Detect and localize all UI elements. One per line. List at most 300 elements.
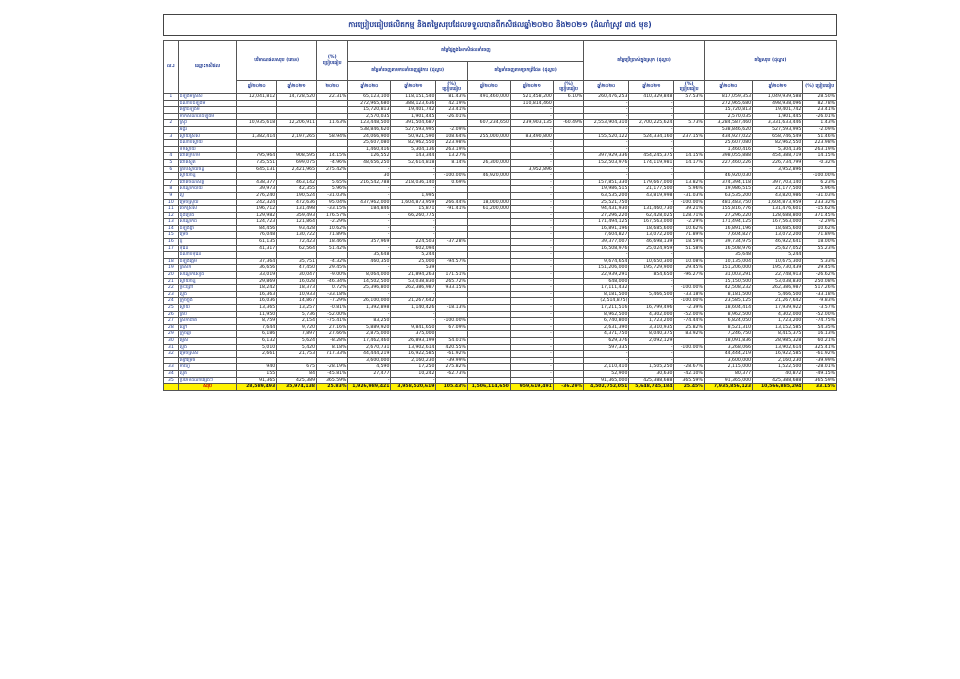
row-number: 1 (164, 94, 179, 101)
table-row (164, 192, 837, 199)
table-cell (553, 159, 583, 166)
table-cell: 128,688,800 (753, 212, 803, 219)
table-cell: 21,267,642 (753, 298, 803, 305)
table-cell: - (629, 357, 674, 364)
table-cell: 1,460,416 (704, 146, 752, 153)
table-cell: 2,875,000 (348, 331, 391, 338)
table-cell: 82,962,550 (753, 140, 803, 147)
table-cell: 5,736 (277, 311, 317, 318)
table-cell: 11,950 (237, 311, 277, 318)
table-cell: 51.46% (803, 133, 837, 140)
table-cell (467, 232, 510, 239)
table-row (164, 305, 837, 312)
table-cell: 91,365,000 (704, 377, 752, 384)
table-cell: 5,420 (277, 344, 317, 351)
table-cell (317, 252, 348, 259)
table-row (164, 239, 837, 246)
table-cell: -0.32% (803, 159, 837, 166)
table-cell: 262,386,987 (391, 285, 436, 292)
table-cell: - (348, 219, 391, 226)
table-cell: 3,310,935 (629, 324, 674, 331)
table-cell: 2,092,129 (629, 337, 674, 344)
table-cell: 46,922,641 (753, 239, 803, 246)
product-name: ម្រេច (178, 232, 237, 239)
table-cell: 155,816,776 (704, 206, 752, 213)
table-cell: - (510, 265, 553, 272)
table-row (164, 377, 837, 384)
table-cell: 171.51% (436, 272, 467, 279)
table-cell: 9,720 (277, 324, 317, 331)
table-cell: 83,490,800 (510, 133, 553, 140)
table-cell: - (348, 166, 391, 173)
table-cell: 13,257 (277, 305, 317, 312)
product-name: ដំណាប់ទុរេន (178, 252, 237, 259)
product-name: ម្រះព្រៅ (178, 285, 237, 292)
table-cell: 9,841,650 (391, 324, 436, 331)
table-cell (553, 351, 583, 358)
table-cell (277, 357, 317, 364)
table-cell (237, 357, 277, 364)
table-cell (467, 331, 510, 338)
table-cell: 21,267,642 (391, 298, 436, 305)
table-cell (467, 100, 510, 107)
table-cell: 16,922,585 (753, 351, 803, 358)
table-cell (467, 252, 510, 259)
row-number: 19 (164, 265, 179, 272)
table-cell: 14.15% (803, 153, 837, 160)
table-cell (436, 192, 467, 199)
table-cell: 51.58% (674, 245, 704, 252)
table-cell (237, 126, 277, 133)
table-cell: 76,048 (237, 232, 277, 239)
table-cell: 21,177,500 (753, 186, 803, 193)
table-cell: 16,922,585 (391, 351, 436, 358)
table-cell: -36.29% (553, 384, 583, 391)
product-name: កាកសំណល់ដំឡូងមី (178, 113, 237, 120)
table-row (164, 186, 837, 193)
table-cell (436, 311, 467, 318)
table-cell: - (510, 107, 553, 114)
table-cell: 8,064,000 (348, 272, 391, 279)
table-cell: - (584, 166, 629, 173)
table-cell (237, 113, 277, 120)
table-cell: -2.29% (803, 219, 837, 226)
table-cell (467, 126, 510, 133)
table-cell: 7,246,750 (704, 331, 752, 338)
table-cell (803, 252, 837, 259)
table-cell: 167,563,000 (753, 219, 803, 226)
table-cell: 176.57% (317, 212, 348, 219)
row-number: 17 (164, 245, 179, 252)
table-cell: 30 (348, 173, 391, 180)
table-cell (467, 219, 510, 226)
table-cell: 275.82% (436, 364, 467, 371)
table-cell (237, 173, 277, 180)
table-cell: - (510, 219, 553, 226)
row-number: 2 (164, 120, 179, 127)
table-cell: 23.41% (436, 107, 467, 114)
table-cell (553, 126, 583, 133)
table-cell: 250.08% (803, 278, 837, 285)
table-cell (467, 107, 510, 114)
table-cell (317, 126, 348, 133)
table-cell: 359,493 (277, 212, 317, 219)
header-year: ឆ្នាំ២០២១ (753, 81, 803, 94)
table-cell: -26.01% (803, 113, 837, 120)
table-cell: 18,685,600 (629, 225, 674, 232)
table-cell: 25,607,080 (348, 140, 391, 147)
table-cell: 521,458,200 (510, 94, 553, 101)
table-cell: 52,900 (584, 370, 629, 377)
table-cell: 40,872 (753, 370, 803, 377)
table-cell (553, 305, 583, 312)
table-cell (553, 219, 583, 226)
table-cell (277, 113, 317, 120)
row-number: 10 (164, 199, 179, 206)
table-cell: 36,656 (237, 265, 277, 272)
table-cell: - (510, 285, 553, 292)
product-name: ល្ង (178, 192, 237, 199)
product-name: ដំណាប់ដំឡូងមី (178, 100, 237, 107)
table-cell: - (348, 212, 391, 219)
table-cell: 84,456 (237, 225, 277, 232)
table-cell (553, 199, 583, 206)
table-cell: - (510, 370, 553, 377)
table-cell: 131,498 (277, 206, 317, 213)
table-cell: 3,600,000 (348, 357, 391, 364)
table-cell: - (510, 377, 553, 384)
table-cell: 1,604,873,959 (753, 199, 803, 206)
table-cell (553, 140, 583, 147)
table-cell: - (584, 100, 629, 107)
table-cell: 8,415,375 (753, 331, 803, 338)
product-name: ល្ហុង (178, 344, 237, 351)
table-cell (436, 377, 467, 384)
table-cell: 27.66% (317, 331, 348, 338)
table-cell: 1,392,898 (348, 305, 391, 312)
table-cell: 35,648 (348, 252, 391, 259)
product-name: ស្រកាដាត (178, 318, 237, 325)
table-cell: 527,593,995 (391, 126, 436, 133)
table-cell (317, 173, 348, 180)
table-cell: -100.00% (436, 318, 467, 325)
table-cell: 37,364 (237, 258, 277, 265)
table-cell: -39.99% (436, 357, 467, 364)
header-year: ឆ្នាំ២០២០ (467, 81, 510, 94)
row-number: 16 (164, 239, 179, 246)
table-cell: 39.21% (674, 206, 704, 213)
table-cell: 239,903,135 (510, 120, 553, 127)
table-cell: 105.43% (436, 384, 467, 391)
table-cell (436, 265, 467, 272)
table-cell (467, 324, 510, 331)
table-cell: 391,504,687 (391, 120, 436, 127)
table-cell: 365.59% (317, 377, 348, 384)
table-cell: 275.42% (317, 166, 348, 173)
header-pct-col: (%) ប្រៀបធៀប (436, 81, 467, 94)
table-cell (237, 100, 277, 107)
table-cell: 10.62% (803, 225, 837, 232)
table-cell: -46.34% (317, 278, 348, 285)
table-cell: -26.01% (436, 113, 467, 120)
table-cell (674, 140, 704, 147)
row-number: 4 (164, 153, 179, 160)
table-cell (674, 357, 704, 364)
table-cell: 13.27% (436, 153, 467, 160)
table-cell: - (629, 173, 674, 180)
table-cell: 10.62% (317, 225, 348, 232)
table-row (164, 133, 837, 140)
table-cell (277, 140, 317, 147)
row-number: 9 (164, 192, 179, 199)
table-cell: 6,132 (237, 337, 277, 344)
header-pct2020: ២០២០ (317, 81, 348, 94)
row-number: 35 (164, 377, 179, 384)
table-cell: - (584, 173, 629, 180)
table-cell: 263.19% (436, 146, 467, 153)
table-cell (553, 173, 583, 180)
table-cell: -33.18% (317, 291, 348, 298)
table-cell: 15,150,500 (704, 278, 752, 285)
table-cell (553, 331, 583, 338)
row-number: 21 (164, 278, 179, 285)
table-cell (553, 337, 583, 344)
table-cell: 18,242 (237, 285, 277, 292)
table-row (164, 318, 837, 325)
table-cell: -18.13% (436, 305, 467, 312)
table-cell: 12,206,911 (277, 120, 317, 127)
table-cell: 17,939,922 (753, 305, 803, 312)
table-cell: 152,503,976 (584, 159, 629, 166)
table-cell: 16,028 (277, 278, 317, 285)
table-row (164, 153, 837, 160)
table-cell: 21,894,263 (391, 272, 436, 279)
table-cell (674, 351, 704, 358)
table-cell: 491,460,000 (467, 94, 510, 101)
table-cell: 29,869 (237, 278, 277, 285)
table-cell: - (510, 153, 553, 160)
table-cell: 30,047 (277, 272, 317, 279)
table-cell: 18,685,600 (753, 225, 803, 232)
product-name: គ្រាប់ស្វាយចន្ទី (178, 166, 237, 173)
table-cell: 21,753 (277, 351, 317, 358)
table-cell: 10.62% (674, 225, 704, 232)
table-cell: 425,388,688 (753, 377, 803, 384)
table-cell: -52.00% (674, 311, 704, 318)
table-cell (467, 272, 510, 279)
product-name: ស្រូវ (178, 120, 237, 127)
product-name: ខ្ញី (178, 239, 237, 246)
table-cell: 2,570,035 (704, 113, 752, 120)
table-cell: 5,466,500 (753, 291, 803, 298)
product-name: ទុរេន (178, 245, 237, 252)
table-cell: 2,197,265 (277, 133, 317, 140)
table-cell: - (629, 113, 674, 120)
product-name: ស្វាយស្រស់ (178, 133, 237, 140)
table-cell: -31.03% (674, 192, 704, 199)
table-cell: - (391, 166, 436, 173)
table-cell: - (510, 212, 553, 219)
product-name: ម្សៅដំឡូងមី (178, 107, 237, 114)
page-title: ការប្រៀបធៀបផលិតកម្ម និងតម្លៃសរុបដែលទទួលបានពីកសិផលឆ្នាំ២០២០ និង២០២១ (ដំណាំស្រូវ ៣៥ មុខ) (163, 14, 837, 36)
table-cell: - (584, 357, 629, 364)
table-cell: -100.00% (803, 173, 837, 180)
row-number: 25 (164, 305, 179, 312)
table-cell: 16,891,196 (584, 225, 629, 232)
table-cell: 7,644 (237, 324, 277, 331)
table-cell: 83.92% (674, 331, 704, 338)
table-cell: 65,123,100 (348, 94, 391, 101)
table-cell: 25.45% (674, 384, 704, 391)
table-row (164, 126, 837, 133)
table-cell: 397,703,140 (753, 179, 803, 186)
table-cell: 43,820,986 (753, 192, 803, 199)
table-cell: 190,524 (277, 192, 317, 199)
table-cell: 8,181,500 (704, 291, 752, 298)
row-number: 22 (164, 285, 179, 292)
product-name: ដំឡូងផ្អែម (178, 258, 237, 265)
table-row (164, 298, 837, 305)
header-no: ល.រ (164, 41, 179, 94)
header-value-group: តម្លៃផ្ទៃក្នុងនៃកសិផលនាំចេញ (348, 41, 584, 62)
table-cell: 17,462,460 (348, 337, 391, 344)
product-name: ល្ហុង (178, 291, 237, 298)
table-cell: 11.63% (317, 120, 348, 127)
table-cell (553, 146, 583, 153)
table-cell: 10,933 (277, 291, 317, 298)
table-cell: 18,604,414 (704, 305, 752, 312)
table-cell (237, 252, 277, 259)
table-cell (436, 245, 467, 252)
table-cell: 13,072,200 (629, 232, 674, 239)
table-cell: 8,759 (237, 318, 277, 325)
table-cell: 26,893,199 (391, 337, 436, 344)
table-row (164, 159, 837, 166)
header-domestic: តម្លៃប្រើប្រាស់ក្នុងស្រុក (ដុល្លារ) (584, 41, 705, 81)
table-cell: 12,041,812 (237, 94, 277, 101)
table-cell: -33.15% (317, 206, 348, 213)
table-cell: 16,036 (237, 298, 277, 305)
table-cell: 959,619,491 (510, 384, 553, 391)
table-cell: 1,505,250 (629, 364, 674, 371)
table-cell: -33.18% (674, 291, 704, 298)
table-cell: -42.10% (674, 370, 704, 377)
table-cell: 276,240 (237, 192, 277, 199)
table-cell (553, 206, 583, 213)
table-cell: - (629, 351, 674, 358)
table-cell: 47,450 (277, 265, 317, 272)
row-number: 8 (164, 186, 179, 193)
table-cell: 10,135,004 (704, 258, 752, 265)
table-cell (467, 344, 510, 351)
table-cell: -94.57% (436, 258, 467, 265)
table-cell: 1,506,114,650 (467, 384, 510, 391)
table-cell: 25,024,959 (629, 245, 674, 252)
table-cell: - (510, 272, 553, 279)
product-name: ម្រេចស្រស់ (178, 351, 237, 358)
table-cell: 16,508,976 (704, 245, 752, 252)
product-name: ស្វាយ (178, 305, 237, 312)
product-name: ល្ពៅ (178, 324, 237, 331)
table-row (164, 225, 837, 232)
table-cell: 7,897 (277, 331, 317, 338)
product-name: ស្វាយចន្ទី (178, 278, 237, 285)
table-cell: 13,365 (237, 305, 277, 312)
table-cell: 374,394,118 (704, 179, 752, 186)
table-cell: 398,055,888 (704, 153, 752, 160)
row-number (164, 126, 179, 133)
table-cell: - (348, 186, 391, 193)
table-cell (467, 258, 510, 265)
table-cell (467, 192, 510, 199)
table-cell: -15.62% (803, 206, 837, 213)
table-cell: 61,200,000 (467, 206, 510, 213)
table-cell (436, 166, 467, 173)
table-cell: -9.83% (803, 298, 837, 305)
table-cell: 18.46% (317, 239, 348, 246)
table-cell: 94,431,930 (584, 206, 629, 213)
table-row (164, 278, 837, 285)
table-cell: 51.42% (317, 245, 348, 252)
table-cell: 10.08% (674, 258, 704, 265)
table-cell (436, 186, 467, 193)
product-name: ម្រេចស្រួយ (178, 199, 237, 206)
table-cell: -3.57% (803, 305, 837, 312)
product-name: សណ្តែកសៀង (178, 272, 237, 279)
table-cell: 454,245,375 (629, 153, 674, 160)
table-cell: 460,350 (348, 258, 391, 265)
table-cell: 1,522,500 (753, 364, 803, 371)
table-cell (467, 298, 510, 305)
table-cell: 131,460,730 (629, 206, 674, 213)
table-cell: - (391, 219, 436, 226)
table-cell: 14.17% (674, 159, 704, 166)
table-cell: - (629, 252, 674, 259)
table-cell (467, 305, 510, 312)
table-cell: - (391, 186, 436, 193)
table-row (164, 370, 837, 377)
table-row (164, 206, 837, 213)
table-cell (553, 258, 583, 265)
table-cell (436, 120, 467, 127)
table-cell: -4.32% (317, 258, 348, 265)
table-cell: 44,444,219 (704, 351, 752, 358)
table-cell (674, 146, 704, 153)
table-cell: 84 (277, 370, 317, 377)
table-cell (674, 337, 704, 344)
table-cell: - (510, 305, 553, 312)
table-cell: 13,072,200 (753, 232, 803, 239)
table-cell: -7.29% (317, 298, 348, 305)
table-cell: -61.92% (803, 351, 837, 358)
table-cell: 1,901,445 (391, 113, 436, 120)
table-cell (553, 278, 583, 285)
table-cell: 216,542,788 (348, 179, 391, 186)
table-cell (467, 186, 510, 193)
table-cell: 8,040,375 (629, 331, 674, 338)
table-cell (467, 113, 510, 120)
table-cell: 60.21% (803, 337, 837, 344)
table-cell: 5.96% (674, 186, 704, 193)
table-cell: 438,377 (237, 179, 277, 186)
table-cell: 48,656,250 (348, 159, 391, 166)
table-cell: 13,152,585 (753, 324, 803, 331)
table-cell: 5,304,136 (753, 146, 803, 153)
table-cell (553, 298, 583, 305)
table-cell: 29.45% (317, 265, 348, 272)
table-cell (553, 179, 583, 186)
table-cell: -9.00% (317, 272, 348, 279)
